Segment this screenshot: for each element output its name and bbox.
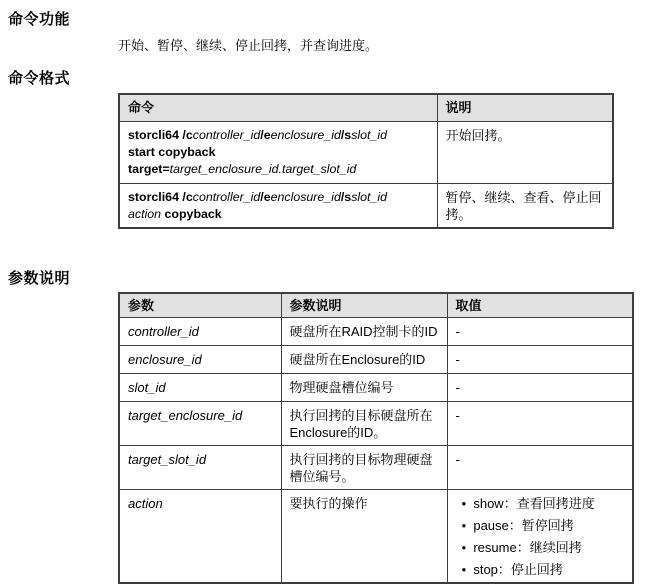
parameter-cell: controller_id [119,318,281,346]
table-row-target-slot-id [119,446,633,490]
command-line [128,161,429,178]
column-header-value: 取值 [447,293,633,318]
command-function-text: 开始、暂停、继续、停止回拷，并查询进度。 [118,38,379,53]
list-item-label: stop：停止回拷 [473,562,563,577]
command-segment: /s [340,127,352,142]
column-header-parameter-description: 参数说明 [281,293,447,318]
command-segment: copyback [161,206,222,221]
command-segment: target_enclosure_id.target_slot_id [169,161,357,176]
command-segment: /e [260,127,271,142]
parameter-cell: target_slot_id [119,446,281,490]
list-item [462,517,625,534]
table-header-row [119,94,613,121]
command-segment: action [128,206,162,221]
command-segment: target= [128,161,170,176]
bullet-icon: ● [461,565,467,574]
parameter-description-cell: 执行回拷的目标硬盘所在Enclosure的ID。 [281,402,447,446]
value-cell: - [447,402,633,446]
value-cell: - [447,318,633,346]
command-segment: storcli64 /c [128,189,193,204]
action-value-list [456,495,625,578]
list-item-label: pause：暂停回拷 [473,518,574,533]
parameter-cell: target_enclosure_id [119,402,281,446]
parameters-table [118,292,634,584]
parameter-description-cell: 要执行的操作 [281,490,447,584]
command-segment: /s [340,189,352,204]
command-segment: storcli64 /c [128,127,193,142]
command-line [128,144,429,161]
parameter-description-cell: 硬盘所在Enclosure的ID [281,346,447,374]
command-segment: /e [260,189,271,204]
command-segment: enclosure_id [270,189,341,204]
table-row-start-copyback [119,121,613,183]
table-row-action-copyback [119,183,613,228]
table-header-row [119,293,633,318]
command-cell [119,121,437,183]
command-cell [119,183,437,228]
command-segment: slot_id [351,189,388,204]
list-item [462,539,625,556]
section-heading-command-function: 命令功能 [8,11,71,28]
table-row-slot-id [119,374,633,402]
bullet-icon: ● [461,499,467,508]
command-segment: enclosure_id [270,127,341,142]
description-cell: 开始回拷。 [437,121,613,183]
value-cell: - [447,346,633,374]
table-row-target-enclosure-id [119,402,633,446]
table-row-controller-id [119,318,633,346]
column-header-description: 说明 [437,94,613,121]
parameter-cell: slot_id [119,374,281,402]
command-segment: controller_id [192,189,261,204]
section-heading-command-format: 命令格式 [8,70,71,87]
description-cell: 暂停、继续、查看、停止回拷。 [437,183,613,228]
bullet-icon: ● [461,543,467,552]
value-cell: - [447,374,633,402]
command-line [128,206,429,223]
parameter-description-cell: 物理硬盘槽位编号 [281,374,447,402]
list-item [462,561,625,578]
bullet-icon: ● [461,521,467,530]
parameter-cell: action [119,490,281,584]
value-cell [447,490,633,584]
section-heading-parameters: 参数说明 [8,270,71,287]
column-header-command: 命令 [119,94,437,121]
command-format-table [118,93,614,229]
command-segment: controller_id [192,127,261,142]
list-item-label: resume：继续回拷 [473,540,582,555]
command-segment: start copyback [128,144,216,159]
column-header-parameter: 参数 [119,293,281,318]
command-line [128,189,429,206]
parameter-description-cell: 执行回拷的目标物理硬盘槽位编号。 [281,446,447,490]
parameter-cell: enclosure_id [119,346,281,374]
list-item [462,495,625,512]
command-line [128,127,429,144]
value-cell: - [447,446,633,490]
command-segment: slot_id [351,127,388,142]
table-row-action [119,490,633,584]
list-item-label: show：查看回拷进度 [473,496,595,511]
parameter-description-cell: 硬盘所在RAID控制卡的ID [281,318,447,346]
table-row-enclosure-id [119,346,633,374]
